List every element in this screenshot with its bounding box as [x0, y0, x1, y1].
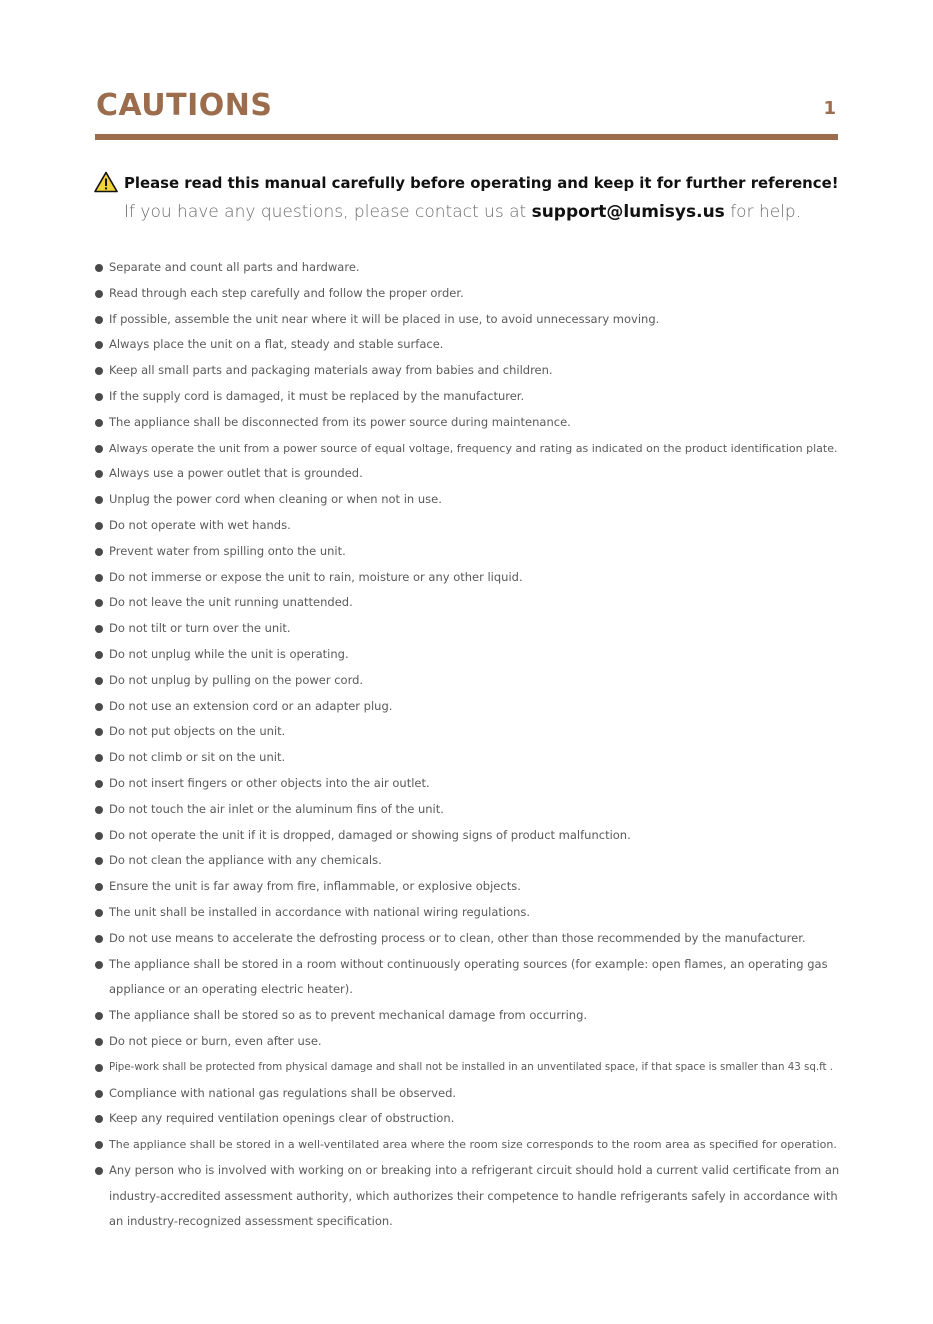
caution-item: Do not unplug while the unit is operating.	[94, 642, 844, 668]
caution-item: If possible, assemble the unit near where it will be placed in use, to avoid unnecessary moving.	[94, 307, 844, 333]
caution-item: Unplug the power cord when cleaning or when not in use.	[94, 487, 844, 513]
caution-item: The unit shall be installed in accordance with national wiring regulations.	[94, 900, 844, 926]
caution-item: Do not immerse or expose the unit to rain, moisture or any other liquid.	[94, 565, 844, 591]
contact-prefix: If you have any questions, please contact us at	[124, 202, 532, 222]
warning-triangle-icon	[94, 171, 118, 193]
caution-item: Separate and count all parts and hardware.	[94, 255, 844, 281]
caution-item: Do not use means to accelerate the defrosting process or to clean, other than those recommended by the manufacturer.	[94, 926, 844, 952]
caution-item: Do not operate with wet hands.	[94, 513, 844, 539]
support-email-link[interactable]: support@lumisys.us	[531, 202, 725, 222]
caution-item: Pipe-work shall be protected from physical damage and shall not be installed in an unventilated space, if that space is smaller than 43 sq.ft .	[94, 1055, 844, 1081]
caution-item: Always operate the unit from a power source of equal voltage, frequency and rating as indicated on the product identification plate.	[94, 436, 844, 462]
caution-item: Do not insert fingers or other objects into the air outlet.	[94, 771, 844, 797]
caution-item: Do not operate the unit if it is dropped, damaged or showing signs of product malfunction.	[94, 823, 844, 849]
caution-item: Do not climb or sit on the unit.	[94, 745, 844, 771]
caution-item: Keep all small parts and packaging materials away from babies and children.	[94, 358, 844, 384]
contact-line	[124, 198, 801, 226]
caution-item: Compliance with national gas regulations shall be observed.	[94, 1081, 844, 1107]
page-header	[96, 84, 838, 128]
caution-item: Do not leave the unit running unattended.	[94, 590, 844, 616]
caution-item: Do not unplug by pulling on the power cord.	[94, 668, 844, 694]
caution-item: Always place the unit on a flat, steady and stable surface.	[94, 332, 844, 358]
caution-item: The appliance shall be stored so as to prevent mechanical damage from occurring.	[94, 1003, 844, 1029]
caution-item: Do not put objects on the unit.	[94, 719, 844, 745]
caution-item: Do not use an extension cord or an adapter plug.	[94, 694, 844, 720]
caution-item: Read through each step carefully and follow the proper order.	[94, 281, 844, 307]
caution-item: The appliance shall be disconnected from its power source during maintenance.	[94, 410, 844, 436]
caution-item: The appliance shall be stored in a well-ventilated area where the room size corresponds to the room area as specified for operation.	[94, 1132, 844, 1158]
caution-item: Do not touch the air inlet or the aluminum fins of the unit.	[94, 797, 844, 823]
page-number: 1	[823, 98, 836, 119]
caution-item: Always use a power outlet that is grounded.	[94, 461, 844, 487]
caution-item: Do not clean the appliance with any chemicals.	[94, 848, 844, 874]
caution-item: Ensure the unit is far away from fire, inflammable, or explosive objects.	[94, 874, 844, 900]
page-title: CAUTIONS	[96, 88, 273, 123]
read-manual-notice	[94, 168, 844, 198]
header-divider	[95, 134, 838, 140]
caution-item: Prevent water from spilling onto the unit.	[94, 539, 844, 565]
caution-item: Do not tilt or turn over the unit.	[94, 616, 844, 642]
caution-item: The appliance shall be stored in a room without continuously operating sources (for example: open flames, an operating gas appliance or an operating electric heater).	[94, 952, 844, 1004]
caution-item: Do not piece or burn, even after use.	[94, 1029, 844, 1055]
caution-item: Keep any required ventilation openings clear of obstruction.	[94, 1106, 844, 1132]
notice-text: Please read this manual carefully before operating and keep it for further reference!	[124, 174, 839, 192]
caution-item: Any person who is involved with working on or breaking into a refrigerant circuit should hold a current valid certificate from an industry-accredited assessment authority, which authorizes their competence to handle refrigerants safely in accordance with an industry-recognized assessment specification.	[94, 1158, 844, 1235]
cautions-list	[94, 255, 844, 1235]
caution-item: If the supply cord is damaged, it must be replaced by the manufacturer.	[94, 384, 844, 410]
contact-suffix: for help.	[724, 202, 802, 222]
